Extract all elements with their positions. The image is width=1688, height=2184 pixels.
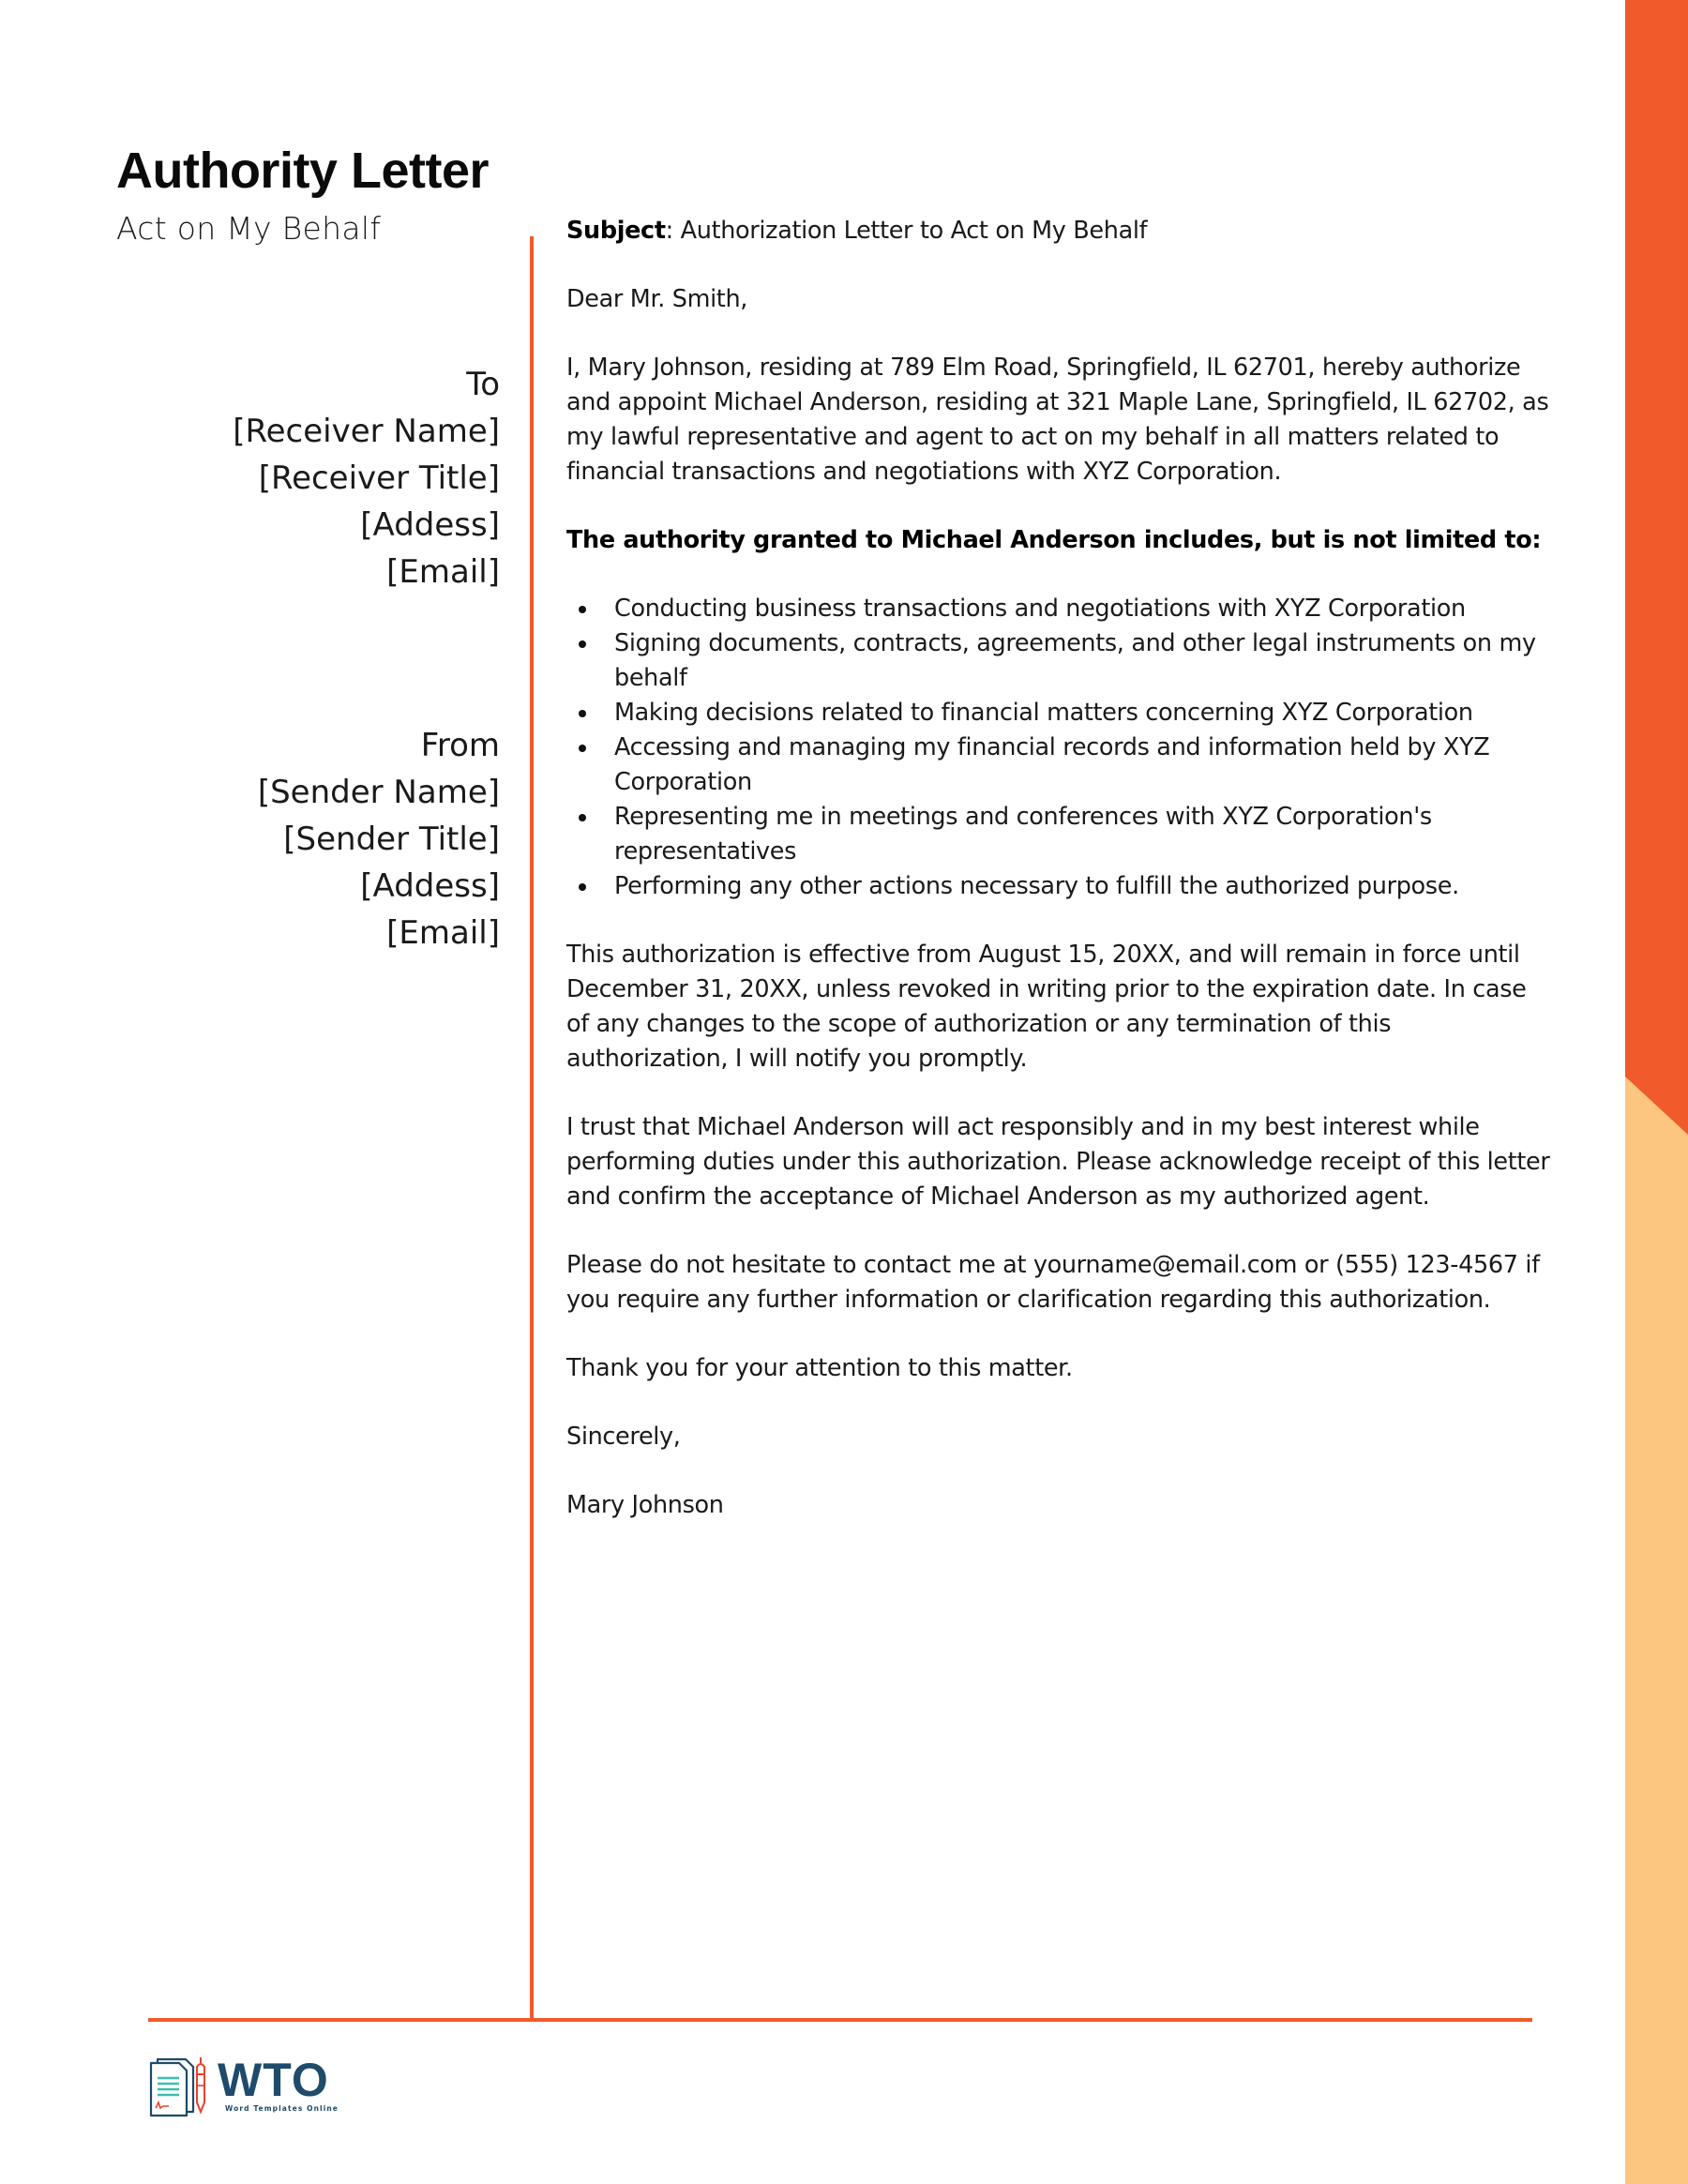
- wto-logo[interactable]: [148, 2054, 340, 2119]
- document-icon: [148, 2054, 214, 2117]
- list-item: [566, 869, 1551, 904]
- list-item: [566, 731, 1551, 800]
- subject-text: : Authorization Letter to Act on My Behalf: [665, 217, 1148, 245]
- sender-email: [Email]: [386, 914, 500, 952]
- sender-title: [Sender Title]: [283, 821, 500, 858]
- list-item-text: Making decisions related to financial matters concerning XYZ Corporation: [614, 699, 1473, 727]
- recipient-title: [Receiver Title]: [258, 459, 500, 497]
- signature-name: Mary Johnson: [566, 1491, 724, 1519]
- scope-list: [566, 592, 1551, 904]
- subject-label: Subject: [566, 217, 666, 245]
- bullet-icon: [579, 640, 586, 648]
- recipient-name: [Receiver Name]: [233, 413, 500, 450]
- letter-body: [566, 214, 1551, 1557]
- logo-wordmark: WTO: [218, 2054, 329, 2106]
- list-item: [566, 696, 1551, 731]
- recipient-label: To: [466, 366, 500, 403]
- subject-line: [566, 214, 1551, 249]
- bullet-icon: [579, 606, 586, 613]
- list-item: [566, 800, 1551, 869]
- recipient-address: [Addess]: [360, 506, 500, 544]
- vertical-divider: [530, 236, 534, 2022]
- salutation: Dear Mr. Smith,: [566, 285, 748, 313]
- list-item: [566, 592, 1551, 626]
- trust-paragraph: I trust that Michael Anderson will act responsibly and in my best interest while performing duties under this authorization. Please acknowledge receipt of this letter and confirm the acceptance of Michael Anderson as my authorized agent.: [566, 1113, 1550, 1211]
- list-item-text: Conducting business transactions and negotiations with XYZ Corporation: [614, 595, 1466, 623]
- decorative-side-band: [1625, 0, 1688, 2184]
- document-title: Authority Letter: [116, 143, 489, 199]
- intro-paragraph: I, Mary Johnson, residing at 789 Elm Road, Springfield, IL 62701, hereby authorize and appoint Michael Anderson, residing at 321 Maple Lane, Springfield, IL 62702, as my lawful representative and agent to act on my behalf in all matters related to financial transactions and negotiations with XYZ Corporation.: [566, 354, 1549, 486]
- bullet-icon: [579, 745, 586, 752]
- sender-address: [Addess]: [360, 867, 500, 905]
- list-item-text: Accessing and managing my financial records and information held by XYZ Corporation: [614, 733, 1490, 796]
- contact-paragraph: Please do not hesitate to contact me at yourname@email.com or (555) 123-4567 if you require any further information or clarification regarding this authorization.: [566, 1251, 1540, 1314]
- list-item: [566, 626, 1551, 696]
- scope-heading-text: The authority granted to Michael Anderson includes, but is not limited to:: [566, 526, 1542, 554]
- closing-line: Sincerely,: [566, 1423, 681, 1451]
- scope-heading: [566, 523, 1551, 558]
- term-paragraph: This authorization is effective from August 15, 20XX, and will remain in force until December 31, 20XX, unless revoked in writing prior to the expiration date. In case of any changes to the scope of authorization or any termination of this authorization, I will notify you promptly.: [566, 941, 1527, 1073]
- sender-label: From: [420, 727, 500, 764]
- recipient-email: [Email]: [386, 553, 500, 591]
- bullet-icon: [579, 710, 586, 717]
- bullet-icon: [579, 883, 586, 891]
- list-item-text: Performing any other actions necessary to fulfill the authorized purpose.: [614, 872, 1459, 900]
- sender-block: [258, 722, 500, 956]
- thanks-line: Thank you for your attention to this matter.: [566, 1354, 1073, 1382]
- band-orange: [1625, 0, 1688, 1135]
- sender-name: [Sender Name]: [257, 774, 500, 811]
- pen-icon: [197, 2057, 204, 2112]
- recipient-block: [233, 361, 500, 595]
- logo-tagline: Word Templates Online: [225, 2104, 339, 2113]
- bullet-icon: [579, 814, 586, 821]
- document-subtitle: Act on My Behalf: [116, 210, 382, 247]
- list-item-text: Signing documents, contracts, agreements, and other legal instruments on my behalf: [614, 629, 1536, 692]
- list-item-text: Representing me in meetings and conferences with XYZ Corporation's representatives: [614, 803, 1432, 866]
- footer-divider: [148, 2018, 1532, 2022]
